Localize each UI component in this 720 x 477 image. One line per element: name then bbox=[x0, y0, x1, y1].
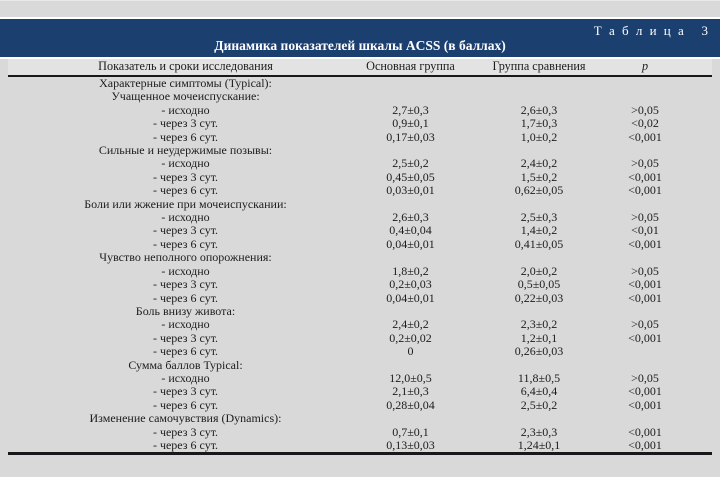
indicator-cell: - через 6 сут. bbox=[152, 237, 219, 251]
main-group-cell: 2,6±0,3 bbox=[392, 211, 429, 225]
comparison-group-cell: 2,5±0,2 bbox=[520, 398, 558, 412]
data-row bbox=[8, 238, 712, 251]
main-group-cell bbox=[343, 251, 478, 264]
main-group-cell: 0,2±0,03 bbox=[389, 278, 432, 292]
indicator-cell: Боли или жжение при мочеиспускании: bbox=[84, 197, 287, 211]
p-value-cell: <0,001 bbox=[628, 278, 662, 292]
p-value-cell: <0,001 bbox=[628, 291, 662, 305]
main-group-cell: 0,7±0,1 bbox=[392, 425, 429, 439]
main-group-cell: 0,13±0,03 bbox=[386, 438, 435, 452]
main-group-cell bbox=[343, 144, 478, 157]
comparison-group-cell: 1,4±0,2 bbox=[520, 224, 558, 238]
column-header-row bbox=[8, 59, 712, 76]
data-row bbox=[8, 399, 712, 412]
data-row bbox=[8, 184, 712, 197]
data-row bbox=[8, 385, 712, 398]
comparison-group-cell: 1,24±0,1 bbox=[517, 438, 561, 452]
indicator-cell: - через 6 сут. bbox=[152, 130, 219, 144]
section-row bbox=[8, 359, 712, 372]
data-row bbox=[8, 104, 712, 117]
p-value-cell: <0,001 bbox=[628, 438, 662, 452]
indicator-cell: - исходно bbox=[161, 371, 210, 385]
indicator-cell: - исходно bbox=[161, 157, 210, 171]
main-group-cell bbox=[343, 76, 478, 90]
p-value-cell bbox=[600, 90, 712, 103]
comparison-group-cell: 0,26±0,03 bbox=[514, 345, 564, 359]
main-group-cell bbox=[343, 412, 478, 425]
table-number-label: Т а б л и ц а 3 bbox=[593, 23, 710, 38]
main-group-cell bbox=[343, 198, 478, 211]
indicator-cell: - через 3 сут. bbox=[152, 117, 219, 131]
top-margin bbox=[0, 1, 720, 17]
data-row bbox=[8, 265, 712, 278]
indicator-cell: - через 3 сут. bbox=[152, 331, 219, 345]
p-value-cell bbox=[600, 251, 712, 264]
table-header-band bbox=[0, 19, 720, 57]
comparison-group-cell: 2,5±0,3 bbox=[520, 211, 558, 225]
main-group-cell: 0,17±0,03 bbox=[386, 130, 435, 144]
main-group-cell: 0,04±0,01 bbox=[386, 291, 435, 305]
indicator-cell: - через 6 сут. bbox=[152, 345, 219, 359]
p-value-cell bbox=[600, 76, 712, 90]
main-group-cell bbox=[343, 90, 478, 103]
comparison-group-cell: 1,7±0,3 bbox=[520, 117, 558, 131]
comparison-group-cell: 2,4±0,2 bbox=[520, 157, 558, 171]
p-value-cell: <0,001 bbox=[628, 331, 662, 345]
p-value-cell bbox=[600, 305, 712, 318]
data-row bbox=[8, 117, 712, 130]
indicator-cell: - исходно bbox=[161, 211, 210, 225]
indicator-cell: - через 3 сут. bbox=[152, 224, 219, 238]
main-group-cell: 0,9±0,1 bbox=[392, 117, 429, 131]
p-value-cell: <0,001 bbox=[628, 425, 662, 439]
col-header-main-group: Основная группа bbox=[343, 59, 478, 76]
comparison-group-cell bbox=[478, 359, 600, 372]
p-value-cell: <0,001 bbox=[628, 237, 662, 251]
indicator-cell: - исходно bbox=[161, 318, 210, 332]
main-group-cell: 2,4±0,2 bbox=[392, 318, 429, 332]
acss-table bbox=[8, 59, 712, 455]
comparison-group-cell: 2,3±0,3 bbox=[520, 425, 558, 439]
p-value-cell: <0,02 bbox=[631, 117, 659, 131]
p-value-cell: <0,001 bbox=[628, 385, 662, 399]
indicator-cell: Чувство неполного опорожнения: bbox=[99, 251, 272, 265]
table-title: Динамика показателей шкалы ACSS (в баллах) bbox=[214, 38, 506, 53]
bottom-margin bbox=[0, 455, 720, 476]
indicator-cell: Сумма баллов Typical: bbox=[128, 358, 243, 372]
p-value-cell bbox=[600, 412, 712, 425]
indicator-cell: - через 6 сут. bbox=[152, 184, 219, 198]
data-row bbox=[8, 318, 712, 331]
section-row bbox=[8, 90, 712, 103]
indicator-cell: - через 6 сут. bbox=[152, 398, 219, 412]
main-group-cell bbox=[343, 359, 478, 372]
section-row bbox=[8, 305, 712, 318]
data-row bbox=[8, 171, 712, 184]
main-group-cell: 0,03±0,01 bbox=[386, 184, 435, 198]
comparison-group-cell: 11,8±0,5 bbox=[517, 371, 561, 385]
comparison-group-cell bbox=[478, 76, 600, 90]
p-value-cell: <0,01 bbox=[631, 224, 659, 238]
indicator-cell: - через 3 сут. bbox=[152, 170, 219, 184]
indicator-cell: Боль внизу живота: bbox=[135, 304, 236, 318]
main-group-cell: 0,28±0,04 bbox=[386, 398, 435, 412]
data-row bbox=[8, 211, 712, 224]
p-value-cell: >0,05 bbox=[631, 264, 659, 278]
indicator-cell: - через 6 сут. bbox=[152, 438, 219, 452]
main-group-cell bbox=[343, 305, 478, 318]
indicator-cell: Сильные и неудержимые позывы: bbox=[98, 144, 273, 158]
comparison-group-cell: 0,5±0,05 bbox=[517, 278, 561, 292]
comparison-group-cell: 0,22±0,03 bbox=[514, 291, 564, 305]
section-row bbox=[8, 76, 712, 90]
section-row bbox=[8, 144, 712, 157]
data-row bbox=[8, 292, 712, 305]
main-group-cell: 2,1±0,3 bbox=[392, 385, 429, 399]
comparison-group-cell: 1,0±0,2 bbox=[520, 130, 558, 144]
main-group-cell: 0,2±0,02 bbox=[389, 331, 432, 345]
comparison-group-cell: 0,62±0,05 bbox=[514, 184, 564, 198]
p-value-cell bbox=[600, 144, 712, 157]
p-value-cell: <0,001 bbox=[628, 398, 662, 412]
p-value-cell bbox=[600, 345, 712, 358]
comparison-group-cell: 1,2±0,1 bbox=[520, 331, 558, 345]
data-row bbox=[8, 157, 712, 170]
main-group-cell: 12,0±0,5 bbox=[389, 371, 432, 385]
data-row bbox=[8, 439, 712, 454]
indicator-cell: - через 3 сут. bbox=[152, 385, 219, 399]
table-body bbox=[8, 76, 712, 454]
p-value-cell: <0,001 bbox=[628, 130, 662, 144]
main-group-cell: 2,5±0,2 bbox=[392, 157, 429, 171]
indicator-cell: Учащенное мочеиспускание: bbox=[111, 90, 260, 104]
p-value-cell: >0,05 bbox=[631, 318, 659, 332]
p-value-cell: <0,001 bbox=[628, 170, 662, 184]
indicator-cell: Характерные симптомы (Typical): bbox=[99, 76, 272, 90]
p-value-cell: >0,05 bbox=[631, 211, 659, 225]
main-group-cell: 0 bbox=[407, 345, 414, 359]
data-row bbox=[8, 224, 712, 237]
comparison-group-cell: 2,0±0,2 bbox=[520, 264, 558, 278]
main-group-cell: 0,45±0,05 bbox=[386, 170, 435, 184]
col-header-p-value: p bbox=[600, 59, 712, 76]
comparison-group-cell bbox=[478, 90, 600, 103]
data-row bbox=[8, 426, 712, 439]
main-group-cell: 0,4±0,04 bbox=[389, 224, 432, 238]
indicator-cell: - через 3 сут. bbox=[152, 278, 219, 292]
indicator-cell: - через 3 сут. bbox=[152, 425, 219, 439]
main-group-cell: 0,04±0,01 bbox=[386, 237, 435, 251]
col-header-indicator: Показатель и сроки исследования bbox=[8, 59, 343, 76]
data-row bbox=[8, 345, 712, 358]
data-row bbox=[8, 332, 712, 345]
comparison-group-cell: 6,4±0,4 bbox=[520, 385, 558, 399]
data-row bbox=[8, 372, 712, 385]
comparison-group-cell bbox=[478, 144, 600, 157]
section-row bbox=[8, 412, 712, 425]
indicator-cell: - исходно bbox=[161, 103, 210, 117]
col-header-comparison-group: Группа сравнения bbox=[478, 59, 600, 76]
table-head bbox=[8, 59, 712, 76]
comparison-group-cell: 0,41±0,05 bbox=[514, 237, 564, 251]
comparison-group-cell bbox=[478, 305, 600, 318]
main-group-cell: 1,8±0,2 bbox=[392, 264, 429, 278]
indicator-cell: Изменение самочувствия (Dynamics): bbox=[89, 412, 282, 426]
comparison-group-cell: 2,3±0,2 bbox=[520, 318, 558, 332]
p-value-cell bbox=[600, 359, 712, 372]
comparison-group-cell: 1,5±0,2 bbox=[520, 170, 558, 184]
comparison-group-cell bbox=[478, 198, 600, 211]
p-value-cell bbox=[600, 198, 712, 211]
comparison-group-cell bbox=[478, 412, 600, 425]
indicator-cell: - через 6 сут. bbox=[152, 291, 219, 305]
p-value-cell: <0,001 bbox=[628, 184, 662, 198]
section-row bbox=[8, 198, 712, 211]
data-row bbox=[8, 278, 712, 291]
comparison-group-cell: 2,6±0,3 bbox=[520, 103, 558, 117]
p-value-cell: >0,05 bbox=[631, 371, 659, 385]
p-value-cell: >0,05 bbox=[631, 157, 659, 171]
section-row bbox=[8, 251, 712, 264]
main-group-cell: 2,7±0,3 bbox=[392, 103, 429, 117]
p-value-cell: >0,05 bbox=[631, 103, 659, 117]
indicator-cell: - исходно bbox=[161, 264, 210, 278]
data-row bbox=[8, 131, 712, 144]
comparison-group-cell bbox=[478, 251, 600, 264]
